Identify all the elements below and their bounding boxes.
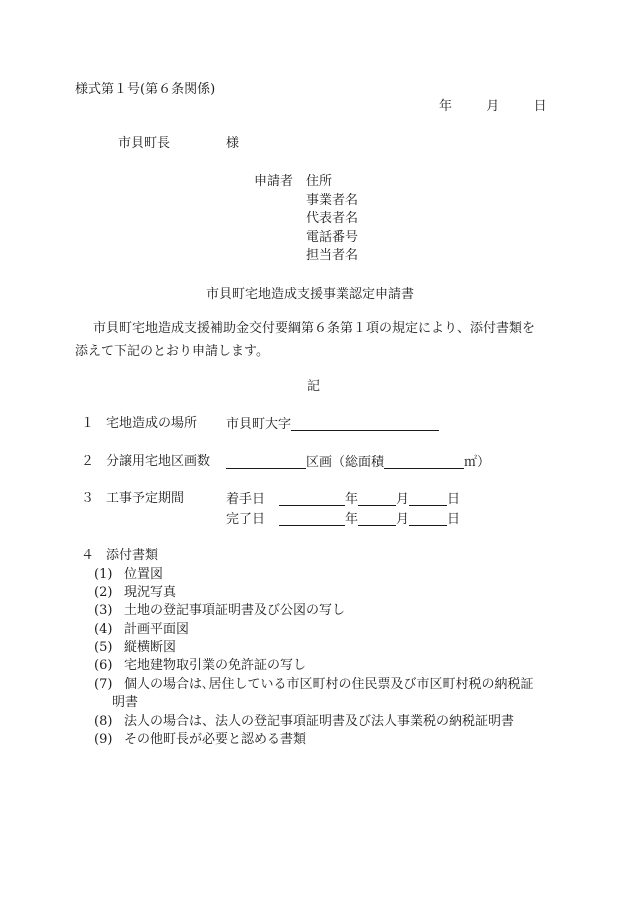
item-1-blank[interactable] bbox=[291, 417, 439, 431]
item-2-lot-blank[interactable] bbox=[226, 455, 306, 469]
attachment-text: 位置図 bbox=[124, 567, 164, 582]
attachment-num: (1) bbox=[94, 567, 113, 582]
item-1-number: １ bbox=[81, 416, 95, 431]
applicant-field-representative: 代表者名 bbox=[306, 211, 359, 226]
applicant-field-address: 住所 bbox=[306, 174, 333, 189]
item-2-value bbox=[226, 455, 490, 469]
attachment-num: (2) bbox=[94, 585, 113, 600]
item-3-end-label: 完了日 bbox=[226, 512, 266, 527]
start-month-blank[interactable] bbox=[358, 492, 396, 506]
form-number: 様式第１号(第６条関係) bbox=[75, 82, 216, 97]
end-month-unit: 月 bbox=[396, 512, 410, 527]
item-2-area-unit: ㎡ bbox=[464, 455, 478, 470]
item-3-start-row bbox=[226, 492, 460, 506]
item-1-label: 宅地造成の場所 bbox=[106, 416, 198, 431]
attachment-num: (6) bbox=[94, 658, 113, 673]
item-2-area-blank[interactable] bbox=[384, 455, 464, 469]
attachment-text: 計画平面図 bbox=[124, 622, 190, 637]
ki-heading: 記 bbox=[307, 379, 321, 394]
attachment-num: (8) bbox=[94, 714, 113, 729]
applicant-field-phone: 電話番号 bbox=[306, 230, 359, 245]
end-year-unit: 年 bbox=[345, 512, 359, 527]
item-4-label: 添付書類 bbox=[106, 548, 159, 563]
attachment-num: (4) bbox=[94, 622, 113, 637]
end-day-blank[interactable] bbox=[409, 512, 447, 526]
start-day-blank[interactable] bbox=[409, 492, 447, 506]
attachment-text: 法人の場合は、法人の登記事項証明書及び法人事業税の納税証明書 bbox=[124, 714, 515, 729]
applicant-label: 申請者 bbox=[254, 174, 294, 189]
attachment-num: (5) bbox=[94, 640, 113, 655]
attachment-num: (9) bbox=[94, 732, 113, 747]
item-3-start-label: 着手日 bbox=[226, 492, 266, 507]
start-year-unit: 年 bbox=[345, 492, 359, 507]
attachment-text: 現況写真 bbox=[124, 585, 177, 600]
attachment-text: 個人の場合は､居住している市区町村の住民票及び市区町村税の納税証 bbox=[124, 677, 534, 692]
start-year-blank[interactable] bbox=[279, 492, 345, 506]
item-2-label: 分譲用宅地区画数 bbox=[106, 454, 211, 469]
item-3-end-row bbox=[226, 512, 460, 526]
attachment-text-continued: 明書 bbox=[112, 695, 139, 710]
item-1-value bbox=[226, 417, 439, 431]
item-3-number: ３ bbox=[81, 491, 95, 506]
attachment-text: 土地の登記事項証明書及び公図の写し bbox=[124, 603, 346, 618]
end-month-blank[interactable] bbox=[358, 512, 396, 526]
applicant-field-contact: 担当者名 bbox=[306, 248, 359, 263]
start-day-unit: 日 bbox=[447, 492, 461, 507]
end-day-unit: 日 bbox=[447, 512, 461, 527]
attachment-text: 宅地建物取引業の免許証の写し bbox=[124, 658, 307, 673]
date-line bbox=[439, 100, 547, 113]
item-1-place-prefix: 市貝町大字 bbox=[226, 417, 292, 432]
end-year-blank[interactable] bbox=[279, 512, 345, 526]
date-year: 年 bbox=[439, 99, 453, 114]
date-day: 日 bbox=[533, 99, 547, 114]
body-line-1: 市貝町宅地造成支援補助金交付要綱第６条第１項の規定により、添付書類を bbox=[93, 321, 536, 336]
addressee-honorific: 様 bbox=[226, 136, 240, 151]
attachment-text: 縦横断図 bbox=[124, 640, 177, 655]
body-line-2: 添えて下記のとおり申請します。 bbox=[75, 344, 269, 359]
item-3-label: 工事予定期間 bbox=[106, 491, 185, 506]
item-2-close: ） bbox=[477, 455, 491, 470]
document-title: 市貝町宅地造成支援事業認定申請書 bbox=[206, 287, 415, 302]
attachment-num: (3) bbox=[94, 603, 113, 618]
item-4-number: ４ bbox=[81, 548, 95, 563]
item-2-unit: 区画（総面積 bbox=[306, 455, 385, 470]
start-month-unit: 月 bbox=[396, 492, 410, 507]
item-2-number: ２ bbox=[81, 454, 95, 469]
date-month: 月 bbox=[486, 99, 500, 114]
addressee-title: 市貝町長 bbox=[118, 136, 171, 151]
attachment-text: その他町長が必要と認める書類 bbox=[124, 732, 307, 747]
applicant-field-business: 事業者名 bbox=[306, 193, 359, 208]
attachment-num: (7) bbox=[94, 677, 113, 692]
